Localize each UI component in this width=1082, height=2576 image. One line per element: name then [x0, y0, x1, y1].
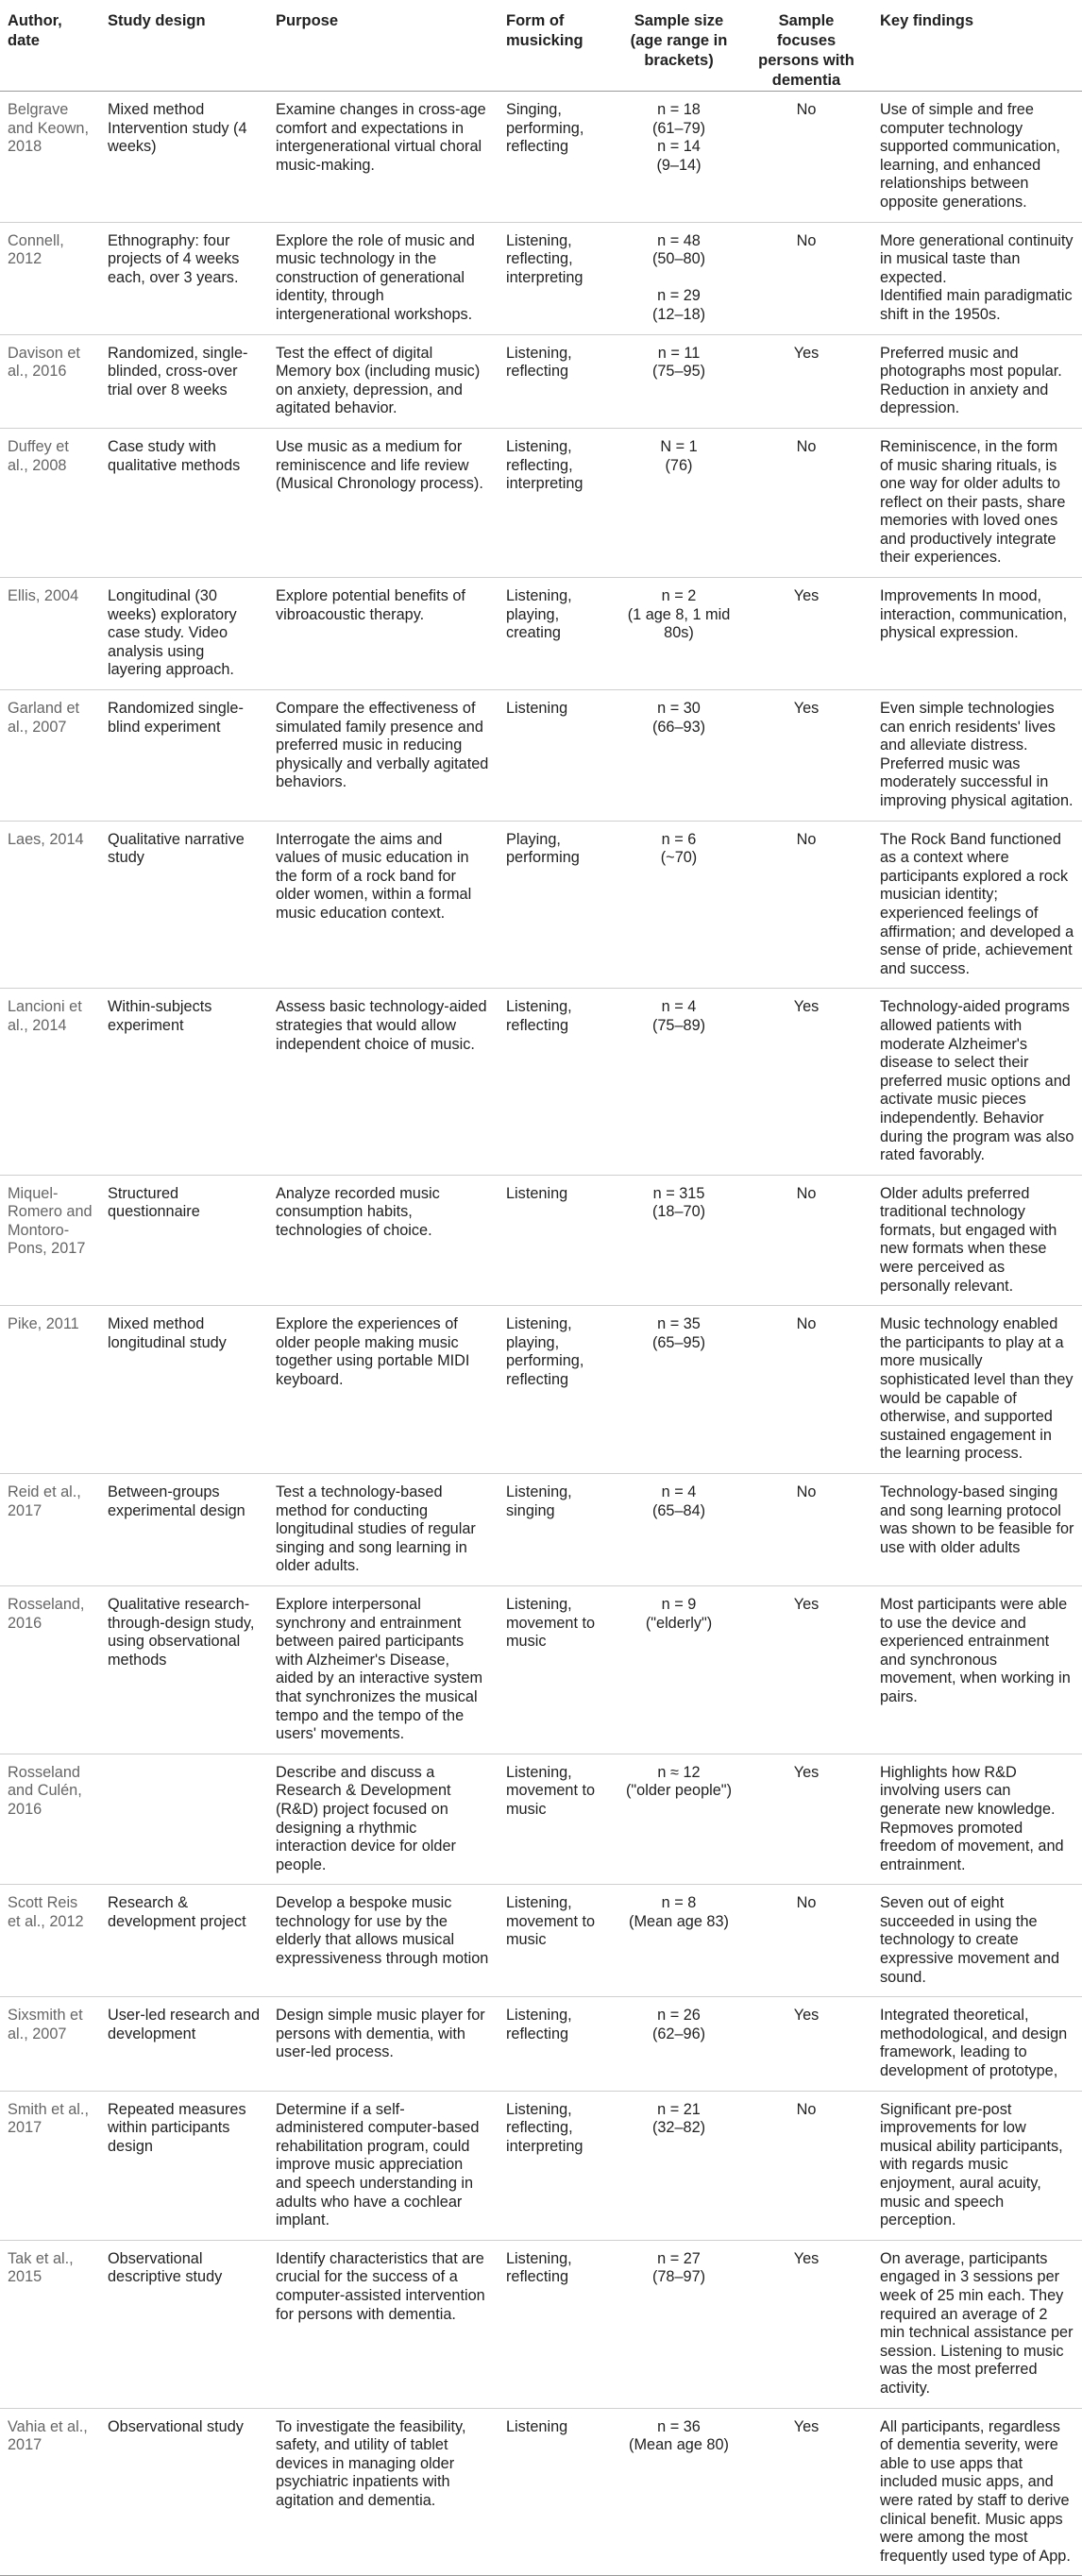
cell-purpose: Design simple music player for persons with dementia, with user-led process. [268, 1997, 499, 2091]
cell-form: Listening, reflecting [499, 989, 617, 1175]
cell-sample-size [617, 1306, 740, 1474]
cell-form: Listening, reflecting [499, 2240, 617, 2408]
cell-sample-size [617, 334, 740, 428]
cell-key-findings: The Rock Band functioned as a context where participants explored a rock musician identity; experienced feelings of affirmation; and developed a sense of pride, achievement and success. [872, 821, 1082, 989]
sample-group: n = 27 (78–97) [651, 2249, 706, 2286]
cell-sample-size [617, 2240, 740, 2408]
sample-group: N = 1 (76) [660, 437, 698, 474]
cell-key-findings: Reminiscence, in the form of music sharing rituals, is one way for older adults to reflect on their pasts, share memories with loved ones and productively integrate their experiences. [872, 428, 1082, 577]
cell-purpose: Explore the experiences of older people making music together using portable MIDI keyboard. [268, 1306, 499, 1474]
sample-group: n = 2 (1 age 8, 1 mid 80s) [627, 587, 731, 642]
cell-purpose: Explore interpersonal synchrony and entrainment between paired participants with Alzheimer's Disease, aided by an interactive system that synchronizes the musical tempo and the tempo of the users' movements. [268, 1585, 499, 1754]
cell-purpose: Analyze recorded music consumption habits, technologies of choice. [268, 1175, 499, 1306]
cell-form: Listening [499, 1175, 617, 1306]
sample-group: n = 30 (66–93) [651, 700, 706, 736]
sample-group: n = 21 (32–82) [651, 2100, 706, 2137]
header-sample-size: Sample size (age range in brackets) [617, 0, 740, 92]
cell-study-design: Repeated measures within participants design [100, 2091, 268, 2240]
sample-group: n = 4 (75–89) [651, 998, 706, 1034]
cell-author: Ellis, 2004 [0, 578, 100, 690]
sample-group: n = 26 (62–96) [651, 2007, 706, 2042]
sample-group: n = 18 (61–79) n = 14 (9–14) [651, 101, 706, 174]
cell-purpose: Develop a bespoke music technology for use by the elderly that allows musical expressiveness through motion [268, 1885, 499, 1997]
sample-group: n = 35 (65–95) [651, 1315, 706, 1351]
cell-study-design: Mixed method Intervention study (4 weeks) [100, 92, 268, 223]
cell-sample-size [617, 821, 740, 989]
cell-dementia: Yes [740, 1997, 872, 2091]
cell-study-design: Research & development project [100, 1885, 268, 1997]
cell-dementia: No [740, 1175, 872, 1306]
cell-dementia: No [740, 1885, 872, 1997]
cell-sample-size [617, 1997, 740, 2091]
cell-study-design: Qualitative narrative study [100, 821, 268, 989]
cell-sample-size [617, 690, 740, 822]
cell-study-design: Within-subjects experiment [100, 989, 268, 1175]
cell-key-findings: Integrated theoretical, methodological, and design framework, leading to development of prototype, [872, 1997, 1082, 2091]
cell-form: Singing, performing, reflecting [499, 92, 617, 223]
cell-key-findings: Seven out of eight succeeded in using the technology to create expressive movement and sound. [872, 1885, 1082, 1997]
cell-dementia: Yes [740, 578, 872, 690]
cell-author: Lancioni et al., 2014 [0, 989, 100, 1175]
cell-purpose: Assess basic technology-aided strategies that would allow independent choice of music. [268, 989, 499, 1175]
cell-form: Listening, playing, creating [499, 578, 617, 690]
cell-purpose: Interrogate the aims and values of music education in the form of a rock band for older women, within a formal music education context. [268, 821, 499, 989]
cell-dementia: Yes [740, 989, 872, 1175]
cell-form: Listening, reflecting, interpreting [499, 428, 617, 577]
sample-group: n = 315 (18–70) [651, 1184, 706, 1221]
table-row [0, 2240, 1082, 2408]
cell-author: Garland et al., 2007 [0, 690, 100, 822]
cell-form: Listening, reflecting [499, 1997, 617, 2091]
cell-form: Listening, reflecting, interpreting [499, 2091, 617, 2240]
cell-key-findings: Improvements In mood, interaction, communication, physical expression. [872, 578, 1082, 690]
cell-study-design: Observational descriptive study [100, 2240, 268, 2408]
cell-author: Connell, 2012 [0, 222, 100, 334]
cell-study-design: Mixed method longitudinal study [100, 1306, 268, 1474]
cell-key-findings: Use of simple and free computer technology supported communication, learning, and enhanced relationships between opposite generations. [872, 92, 1082, 223]
cell-study-design: Qualitative research-through-design study, using observational methods [100, 1585, 268, 1754]
sample-group: n = 6 (~70) [660, 830, 698, 867]
cell-sample-size [617, 2408, 740, 2576]
cell-sample-size [617, 1885, 740, 1997]
table-row [0, 334, 1082, 428]
table-row [0, 2408, 1082, 2576]
cell-form: Listening, movement to music [499, 1885, 617, 1997]
table-row [0, 92, 1082, 223]
header-author: Author, date [0, 0, 100, 92]
cell-key-findings: Technology-aided programs allowed patients with moderate Alzheimer's disease to select their preferred music options and activate music pieces independently. Behavior during the program was also rated favorably. [872, 989, 1082, 1175]
cell-form: Listening, reflecting, interpreting [499, 222, 617, 334]
cell-author: Rosseland and Culén, 2016 [0, 1754, 100, 1885]
cell-sample-size [617, 2091, 740, 2240]
table-row [0, 1585, 1082, 1754]
cell-sample-size [617, 989, 740, 1175]
cell-purpose: Identify characteristics that are crucial for the success of a computer-assisted intervention for persons with dementia. [268, 2240, 499, 2408]
cell-sample-size [617, 1474, 740, 1586]
cell-author: Duffey et al., 2008 [0, 428, 100, 577]
header-key-findings: Key findings [872, 0, 1082, 92]
cell-key-findings: Technology-based singing and song learning protocol was shown to be feasible for use with older adults [872, 1474, 1082, 1586]
cell-study-design [100, 1754, 268, 1885]
cell-dementia: Yes [740, 2240, 872, 2408]
cell-sample-size [617, 92, 740, 223]
cell-author: Laes, 2014 [0, 821, 100, 989]
sample-group: n = 9 ("elderly") [645, 1595, 713, 1632]
cell-purpose: Test the effect of digital Memory box (including music) on anxiety, depression, and agitated behavior. [268, 334, 499, 428]
cell-dementia: No [740, 92, 872, 223]
cell-sample-size [617, 1754, 740, 1885]
cell-sample-size [617, 1585, 740, 1754]
cell-form: Playing, performing [499, 821, 617, 989]
cell-key-findings: All participants, regardless of dementia severity, were able to use apps that included music apps, and were rated by staff to derive clinical benefit. Music apps were among the most frequently used type of App. [872, 2408, 1082, 2576]
sample-group: n = 48 (50–80) [651, 231, 706, 268]
cell-dementia: Yes [740, 2408, 872, 2576]
sample-group: n = 4 (65–84) [651, 1483, 706, 1519]
cell-dementia: No [740, 1474, 872, 1586]
cell-study-design: Case study with qualitative methods [100, 428, 268, 577]
cell-key-findings: Music technology enabled the participants to play at a more musically sophisticated level than they would be capable of otherwise, and supported sustained engagement in the learning process. [872, 1306, 1082, 1474]
cell-study-design: Longitudinal (30 weeks) exploratory case study. Video analysis using layering approach. [100, 578, 268, 690]
table-row [0, 428, 1082, 577]
cell-author: Rosseland, 2016 [0, 1585, 100, 1754]
cell-sample-size [617, 428, 740, 577]
cell-study-design: Randomized, single-blinded, cross-over trial over 8 weeks [100, 334, 268, 428]
cell-dementia: Yes [740, 690, 872, 822]
cell-author: Tak et al., 2015 [0, 2240, 100, 2408]
table-row [0, 821, 1082, 989]
table-row [0, 690, 1082, 822]
sample-group: n = 29 (12–18) [651, 287, 706, 323]
cell-key-findings: Highlights how R&D involving users can generate new knowledge. Repmoves promoted freedom of movement, and entrainment. [872, 1754, 1082, 1885]
table-row [0, 989, 1082, 1175]
cell-purpose: Use music as a medium for reminiscence and life review (Musical Chronology process). [268, 428, 499, 577]
table-row [0, 1175, 1082, 1306]
cell-study-design: Between-groups experimental design [100, 1474, 268, 1586]
cell-form: Listening, movement to music [499, 1754, 617, 1885]
table-row [0, 578, 1082, 690]
header-dementia: Sample focuses persons with dementia [740, 0, 872, 92]
table-header [0, 0, 1082, 92]
cell-study-design: Randomized single-blind experiment [100, 690, 268, 822]
cell-study-design: Structured questionnaire [100, 1175, 268, 1306]
cell-dementia: No [740, 2091, 872, 2240]
cell-form: Listening, movement to music [499, 1585, 617, 1754]
table-row [0, 1474, 1082, 1586]
cell-key-findings: Significant pre-post improvements for low musical ability participants, with regards music enjoyment, aural acuity, music and speech perception. [872, 2091, 1082, 2240]
cell-author: Sixsmith et al., 2007 [0, 1997, 100, 2091]
header-form: Form of musicking [499, 0, 617, 92]
cell-study-design: Observational study [100, 2408, 268, 2576]
cell-author: Davison et al., 2016 [0, 334, 100, 428]
cell-dementia: Yes [740, 1754, 872, 1885]
cell-dementia: No [740, 821, 872, 989]
cell-key-findings: Preferred music and photographs most popular. Reduction in anxiety and depression. [872, 334, 1082, 428]
cell-form: Listening, reflecting [499, 334, 617, 428]
cell-study-design: User-led research and development [100, 1997, 268, 2091]
cell-dementia: Yes [740, 1585, 872, 1754]
cell-sample-size [617, 1175, 740, 1306]
table-row [0, 1306, 1082, 1474]
cell-author: Pike, 2011 [0, 1306, 100, 1474]
cell-key-findings: Older adults preferred traditional technology formats, but engaged with new formats when these were perceived as personally relevant. [872, 1175, 1082, 1306]
cell-form: Listening [499, 690, 617, 822]
cell-key-findings: On average, participants engaged in 3 sessions per week of 25 min each. They required an average of 2 min technical assistance per session. Listening to music was the most preferred activity. [872, 2240, 1082, 2408]
table-body [0, 92, 1082, 2576]
cell-author: Vahia et al., 2017 [0, 2408, 100, 2576]
cell-author: Reid et al., 2017 [0, 1474, 100, 1586]
cell-sample-size [617, 222, 740, 334]
cell-dementia: No [740, 428, 872, 577]
cell-key-findings: More generational continuity in musical taste than expected. Identified main paradigmatic shift in the 1950s. [872, 222, 1082, 334]
cell-dementia: No [740, 222, 872, 334]
cell-form: Listening, singing [499, 1474, 617, 1586]
cell-author: Belgrave and Keown, 2018 [0, 92, 100, 223]
cell-key-findings: Most participants were able to use the device and experienced entrainment and synchronous movement, when working in pairs. [872, 1585, 1082, 1754]
sample-group: n = 8 (Mean age 83) [629, 1894, 729, 1930]
table-row [0, 1885, 1082, 1997]
cell-author: Scott Reis et al., 2012 [0, 1885, 100, 1997]
cell-dementia: No [740, 1306, 872, 1474]
cell-purpose: To investigate the feasibility, safety, and utility of tablet devices in managing older psychiatric inpatients with agitation and dementia. [268, 2408, 499, 2576]
cell-purpose: Compare the effectiveness of simulated family presence and preferred music in reducing physically and verbally agitated behaviors. [268, 690, 499, 822]
sample-group: n ≈ 12 ("older people") [625, 1763, 733, 1800]
cell-author: Miquel-Romero and Montoro-Pons, 2017 [0, 1175, 100, 1306]
table-row [0, 222, 1082, 334]
cell-purpose: Determine if a self-administered computer-based rehabilitation program, could improve music appreciation and speech understanding in adults who have a cochlear implant. [268, 2091, 499, 2240]
cell-purpose: Test a technology-based method for conducting longitudinal studies of regular singing and song learning in older adults. [268, 1474, 499, 1586]
table-row [0, 2091, 1082, 2240]
cell-sample-size [617, 578, 740, 690]
table-row [0, 1754, 1082, 1885]
sample-group: n = 36 (Mean age 80) [629, 2417, 729, 2454]
cell-purpose: Examine changes in cross-age comfort and expectations in intergenerational virtual choral music-making. [268, 92, 499, 223]
cell-form: Listening, playing, performing, reflecting [499, 1306, 617, 1474]
header-purpose: Purpose [268, 0, 499, 92]
cell-purpose: Explore the role of music and music technology in the construction of generational identity, through intergenerational workshops. [268, 222, 499, 334]
cell-purpose: Describe and discuss a Research & Development (R&D) project focused on designing a rhythmic interaction device for older people. [268, 1754, 499, 1885]
cell-study-design: Ethnography: four projects of 4 weeks each, over 3 years. [100, 222, 268, 334]
cell-author: Smith et al., 2017 [0, 2091, 100, 2240]
sample-group: n = 11 (75–95) [651, 344, 706, 381]
header-row [0, 0, 1082, 92]
cell-dementia: Yes [740, 334, 872, 428]
cell-form: Listening [499, 2408, 617, 2576]
table-row [0, 1997, 1082, 2091]
cell-key-findings: Even simple technologies can enrich residents' lives and alleviate distress. Preferred music was moderately successful in improving physical agitation. [872, 690, 1082, 822]
header-study-design: Study design [100, 0, 268, 92]
cell-purpose: Explore potential benefits of vibroacoustic therapy. [268, 578, 499, 690]
